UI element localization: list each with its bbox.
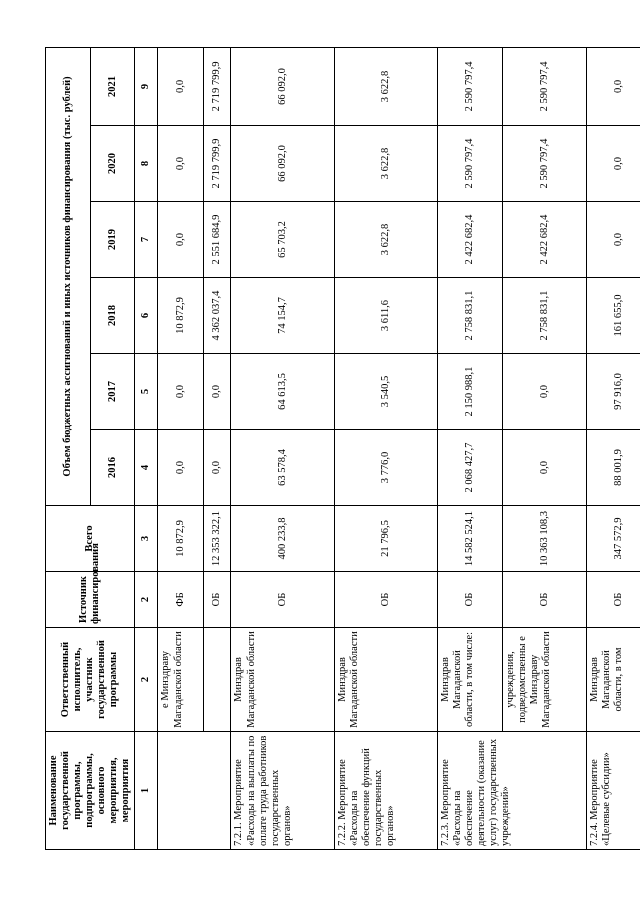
row-value: 0,0 [587,126,640,202]
row-value: 0,0 [158,126,204,202]
row-value: 3 622,8 [334,202,437,278]
row-executor: Минздрав Магаданской области, в том [587,628,640,732]
row-value: 2 068 427,7 [437,430,502,506]
row-value: 3 611,6 [334,278,437,354]
table-row [158,47,204,849]
row-value: 88 001,9 [587,430,640,506]
column-number: 8 [135,126,158,202]
header-executor: Ответственный исполнитель, участник государственной программы [46,628,135,732]
row-total: 347 572,9 [587,506,640,572]
row-value: 0,0 [587,47,640,125]
header-total: Всего [46,506,135,572]
row-name: 7.2.1. Мероприятие «Расходы на выплаты по оплате труда работников государственных органов» [231,732,334,850]
row-value: 0,0 [204,430,231,506]
column-number: 4 [135,430,158,506]
row-name: 7.2.2. Мероприятие «Расходы на обеспечение функций государственных органов» [334,732,437,850]
table-row [437,47,502,849]
row-value: 2 422 682,4 [503,202,587,278]
row-value: 64 613,5 [231,354,334,430]
row-value: 4 362 037,4 [204,278,231,354]
column-number: 2 [135,628,158,732]
row-value: 0,0 [204,354,231,430]
row-executor: Минздрав Магаданской области, в том числе: [437,628,502,732]
row-value: 3 540,5 [334,354,437,430]
column-number: 9 [135,47,158,125]
row-value: 2 719 799,9 [204,126,231,202]
row-value: 3 776,0 [334,430,437,506]
row-executor: Минздрав Магаданской области [231,628,334,732]
row-value: 2 590 797,4 [437,126,502,202]
row-executor-empty [204,628,231,732]
row-value: 2 551 684,9 [204,202,231,278]
header-year: 2017 [90,354,135,430]
row-name: 7.2.4. Мероприятие «Целевые субсидии» [587,732,640,850]
row-value: 0,0 [503,354,587,430]
table-row [587,47,640,849]
row-value: 0,0 [503,430,587,506]
header-year: 2016 [90,430,135,506]
row-value: 97 916,0 [587,354,640,430]
row-value: 63 578,4 [231,430,334,506]
row-value: 2 590 797,4 [503,47,587,125]
row-source: ОБ [231,572,334,628]
row-executor: Минздрав Магаданской области [334,628,437,732]
row-total: 14 582 524,1 [437,506,502,572]
row-source: ОБ [503,572,587,628]
column-number: 6 [135,278,158,354]
row-value: 10 872,9 [158,278,204,354]
row-value: 2 758 831,1 [503,278,587,354]
row-value: 0,0 [158,354,204,430]
row-total: 400 233,8 [231,506,334,572]
table-row [334,47,437,849]
row-name [158,732,231,850]
row-value: 2 422 682,4 [437,202,502,278]
row-executor: учреждения, подведомственны е Минздраву Магаданской области [503,628,587,732]
row-source: ФБ [158,572,204,628]
table-row [231,47,334,849]
row-value: 0,0 [158,430,204,506]
table-row [204,47,231,849]
row-value: 3 622,8 [334,126,437,202]
row-value: 2 719 799,9 [204,47,231,125]
row-value: 3 622,8 [334,47,437,125]
row-value: 161 655,0 [587,278,640,354]
header-year: 2018 [90,278,135,354]
column-number: 3 [135,506,158,572]
row-total: 10 363 108,3 [503,506,587,572]
header-year: 2021 [90,47,135,125]
row-value: 0,0 [158,202,204,278]
row-value: 65 703,2 [231,202,334,278]
row-value: 74 154,7 [231,278,334,354]
row-value: 0,0 [587,202,640,278]
row-executor: е Минздраву Магаданской области [158,628,204,732]
funding-table [45,47,640,850]
rotated-page [45,48,625,850]
row-value: 66 092,0 [231,47,334,125]
column-number: 1 [135,732,158,850]
column-number: 7 [135,202,158,278]
header-source: Источник финансирования [46,572,135,628]
column-number: 5 [135,354,158,430]
header-year: 2020 [90,126,135,202]
row-total: 10 872,9 [158,506,204,572]
row-source: ОБ [437,572,502,628]
row-value: 2 590 797,4 [437,47,502,125]
table-row [503,47,587,849]
row-value: 2 758 831,1 [437,278,502,354]
row-value: 66 092,0 [231,126,334,202]
column-number: 2 [135,572,158,628]
row-source: ОБ [204,572,231,628]
row-total: 12 353 322,1 [204,506,231,572]
row-source: ОБ [587,572,640,628]
row-value: 0,0 [158,47,204,125]
row-name: 7.2.3. Мероприятие «Расходы на обеспечение деятельности (оказание услуг) государственных учреждений» [437,732,586,850]
header-year: 2019 [90,202,135,278]
header-name: Наименование государственной программы, подпрограммы, основного мероприятия, мероприятия [46,732,135,850]
row-value: 2 150 988,1 [437,354,502,430]
row-source: ОБ [334,572,437,628]
row-value: 2 590 797,4 [503,126,587,202]
header-funding-group: Объем бюджетных ассигнований и иных источников финансирования (тыс. рублей) [46,47,91,505]
row-total: 21 796,5 [334,506,437,572]
